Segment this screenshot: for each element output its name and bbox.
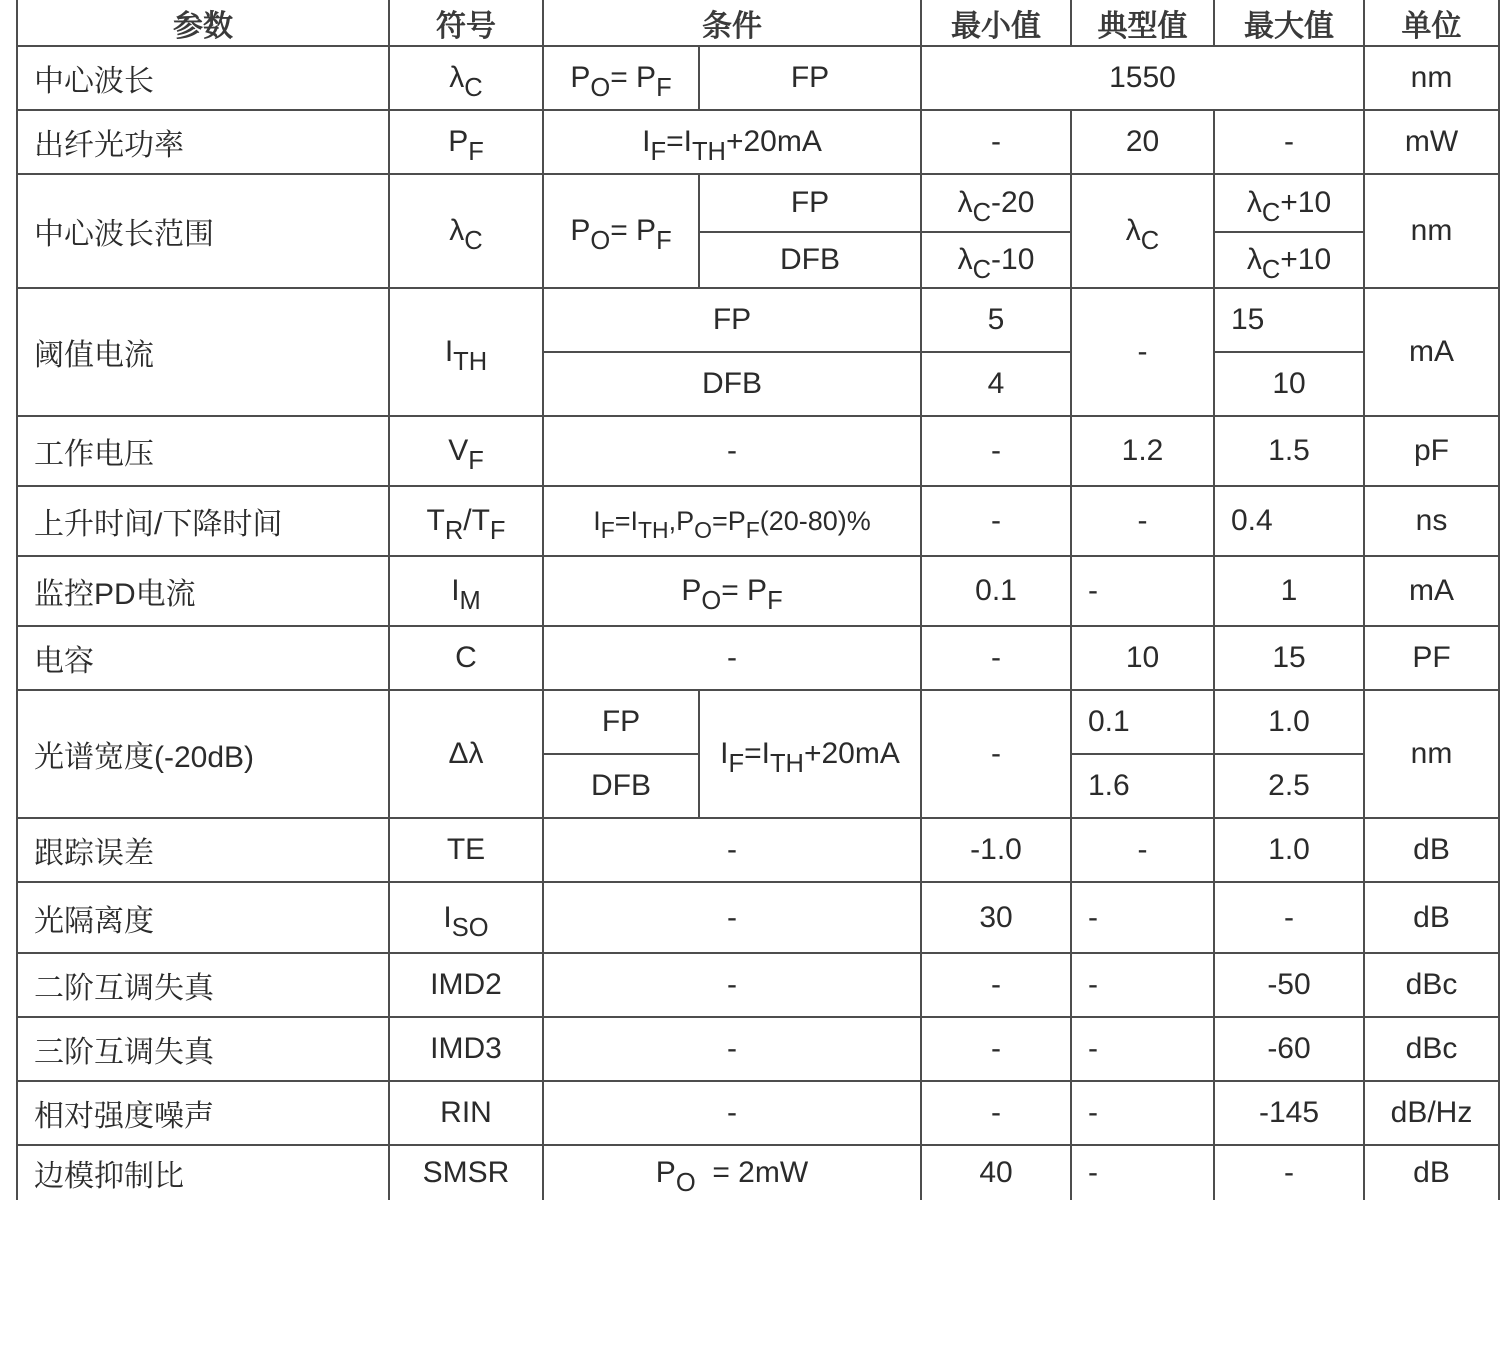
param-cell: 光谱宽度(-20dB)	[17, 690, 389, 818]
typ-cell: -	[1071, 1081, 1214, 1145]
typ-cell: -	[1071, 953, 1214, 1017]
max-cell: -145	[1214, 1081, 1364, 1145]
unit-cell: dBc	[1364, 1017, 1499, 1081]
condition-type-dfb: DFB	[699, 232, 921, 288]
condition-cell: -	[543, 416, 921, 486]
unit-cell: PF	[1364, 626, 1499, 690]
symbol-cell: $T_R/T_F$	[389, 486, 543, 556]
spec-table-container	[16, 0, 1500, 1200]
unit-cell: nm	[1364, 46, 1499, 110]
min-cell: 30	[921, 882, 1071, 953]
min-cell: -	[921, 690, 1071, 818]
max-cell-fp: 1.0	[1214, 690, 1364, 754]
symbol-cell: SMSR	[389, 1145, 543, 1200]
typ-cell: 10	[1071, 626, 1214, 690]
table-row-smsr	[17, 1145, 1499, 1200]
typ-cell: -	[1071, 818, 1214, 882]
unit-cell: ns	[1364, 486, 1499, 556]
max-cell-fp: 15	[1214, 288, 1364, 352]
header-row	[17, 0, 1499, 46]
header-symbol: 符号	[389, 0, 543, 46]
param-cell: 相对强度噪声	[17, 1081, 389, 1145]
param-cell: 三阶互调失真	[17, 1017, 389, 1081]
min-cell: -	[921, 1081, 1071, 1145]
max-cell-dfb: $\lambda_C+10$	[1214, 232, 1364, 288]
unit-cell: mA	[1364, 556, 1499, 626]
condition-cell: $I_F=I_{TH}+20mA$	[543, 110, 921, 174]
min-cell: 40	[921, 1145, 1071, 1200]
typ-cell: 1.2	[1071, 416, 1214, 486]
max-cell-fp: $\lambda_C+10$	[1214, 174, 1364, 232]
max-cell: -	[1214, 1145, 1364, 1200]
table-row-rin	[17, 1081, 1499, 1145]
condition-type-cell: FP	[699, 46, 921, 110]
symbol-cell: $I_M$	[389, 556, 543, 626]
condition-cell: -	[543, 1017, 921, 1081]
min-cell: -	[921, 626, 1071, 690]
typ-cell: -	[1071, 882, 1214, 953]
max-cell: 1	[1214, 556, 1364, 626]
min-cell-fp: 5	[921, 288, 1071, 352]
typ-cell: $\lambda_C$	[1071, 174, 1214, 288]
symbol-cell: IMD2	[389, 953, 543, 1017]
condition-cell: $P_O= P_F$	[543, 174, 699, 288]
table-row-isolation	[17, 882, 1499, 953]
table-row-spectral-width	[17, 690, 1499, 754]
condition-fp: FP	[543, 288, 921, 352]
condition-type-fp: FP	[543, 690, 699, 754]
condition-cell: -	[543, 818, 921, 882]
typ-cell: -	[1071, 556, 1214, 626]
condition-cell: $P_O= P_F$	[543, 46, 699, 110]
unit-cell: dBc	[1364, 953, 1499, 1017]
min-cell: -	[921, 1017, 1071, 1081]
symbol-cell: $\lambda_C$	[389, 46, 543, 110]
symbol-cell: IMD3	[389, 1017, 543, 1081]
typ-cell: -	[1071, 486, 1214, 556]
max-cell-dfb: 10	[1214, 352, 1364, 416]
table-row-wavelength-range	[17, 174, 1499, 232]
min-cell-fp: $\lambda_C-20$	[921, 174, 1071, 232]
min-cell: -	[921, 486, 1071, 556]
max-cell-dfb: 2.5	[1214, 754, 1364, 818]
min-cell: -	[921, 110, 1071, 174]
max-cell: -60	[1214, 1017, 1364, 1081]
param-cell: 跟踪误差	[17, 818, 389, 882]
symbol-cell: RIN	[389, 1081, 543, 1145]
header-condition: 条件	[543, 0, 921, 46]
param-cell: 工作电压	[17, 416, 389, 486]
min-cell-dfb: 4	[921, 352, 1071, 416]
condition-cell: $P_O = 2mW$	[543, 1145, 921, 1200]
typ-cell-dfb: 1.6	[1071, 754, 1214, 818]
table-row-monitor-current	[17, 556, 1499, 626]
param-cell: 监控PD电流	[17, 556, 389, 626]
max-cell: 1.0	[1214, 818, 1364, 882]
header-max: 最大值	[1214, 0, 1364, 46]
typ-cell: -	[1071, 288, 1214, 416]
max-cell: 0.4	[1214, 486, 1364, 556]
table-row-tracking-error	[17, 818, 1499, 882]
min-cell-dfb: $\lambda_C-10$	[921, 232, 1071, 288]
typ-cell: 20	[1071, 110, 1214, 174]
value-cell: 1550	[921, 46, 1364, 110]
table-row-fiber-power	[17, 110, 1499, 174]
unit-cell: dB	[1364, 882, 1499, 953]
unit-cell: nm	[1364, 690, 1499, 818]
param-cell: 中心波长	[17, 46, 389, 110]
typ-cell: -	[1071, 1145, 1214, 1200]
param-cell: 边模抑制比	[17, 1145, 389, 1200]
condition-type-fp: FP	[699, 174, 921, 232]
symbol-cell: $I_{SO}$	[389, 882, 543, 953]
symbol-cell: Δλ	[389, 690, 543, 818]
unit-cell: mA	[1364, 288, 1499, 416]
spec-table	[16, 0, 1500, 1200]
symbol-cell: $P_F$	[389, 110, 543, 174]
symbol-cell: $V_F$	[389, 416, 543, 486]
table-row-capacitance	[17, 626, 1499, 690]
symbol-cell: C	[389, 626, 543, 690]
max-cell: -	[1214, 110, 1364, 174]
param-cell: 阈值电流	[17, 288, 389, 416]
max-cell: 15	[1214, 626, 1364, 690]
unit-cell: dB	[1364, 818, 1499, 882]
param-cell: 电容	[17, 626, 389, 690]
table-row-imd2	[17, 953, 1499, 1017]
max-cell: 1.5	[1214, 416, 1364, 486]
unit-cell: dB	[1364, 1145, 1499, 1200]
header-typ: 典型值	[1071, 0, 1214, 46]
param-cell: 上升时间/下降时间	[17, 486, 389, 556]
condition-dfb: DFB	[543, 352, 921, 416]
condition-cell: $I_F=I_{TH}+20mA$	[699, 690, 921, 818]
condition-cell: -	[543, 882, 921, 953]
param-cell: 中心波长范围	[17, 174, 389, 288]
condition-cell: -	[543, 626, 921, 690]
max-cell: -50	[1214, 953, 1364, 1017]
condition-type-dfb: DFB	[543, 754, 699, 818]
min-cell: -	[921, 953, 1071, 1017]
max-cell: -	[1214, 882, 1364, 953]
condition-cell: $P_O= P_F$	[543, 556, 921, 626]
table-row-forward-voltage	[17, 416, 1499, 486]
typ-cell-fp: 0.1	[1071, 690, 1214, 754]
table-row-threshold-current	[17, 288, 1499, 352]
param-cell: 出纤光功率	[17, 110, 389, 174]
condition-cell: $I_F=I_{TH},P_O=P_F(20-80)\%$	[543, 486, 921, 556]
unit-cell: nm	[1364, 174, 1499, 288]
table-row-center-wavelength	[17, 46, 1499, 110]
symbol-cell: TE	[389, 818, 543, 882]
min-cell: -1.0	[921, 818, 1071, 882]
param-cell: 二阶互调失真	[17, 953, 389, 1017]
min-cell: -	[921, 416, 1071, 486]
header-param: 参数	[17, 0, 389, 46]
header-unit: 单位	[1364, 0, 1499, 46]
table-row-rise-fall-time	[17, 486, 1499, 556]
unit-cell: pF	[1364, 416, 1499, 486]
condition-cell: -	[543, 953, 921, 1017]
header-min: 最小值	[921, 0, 1071, 46]
symbol-cell: $\lambda_C$	[389, 174, 543, 288]
min-cell: 0.1	[921, 556, 1071, 626]
symbol-cell: $I_{TH}$	[389, 288, 543, 416]
unit-cell: mW	[1364, 110, 1499, 174]
param-cell: 光隔离度	[17, 882, 389, 953]
typ-cell: -	[1071, 1017, 1214, 1081]
condition-cell: -	[543, 1081, 921, 1145]
table-row-imd3	[17, 1017, 1499, 1081]
unit-cell: dB/Hz	[1364, 1081, 1499, 1145]
